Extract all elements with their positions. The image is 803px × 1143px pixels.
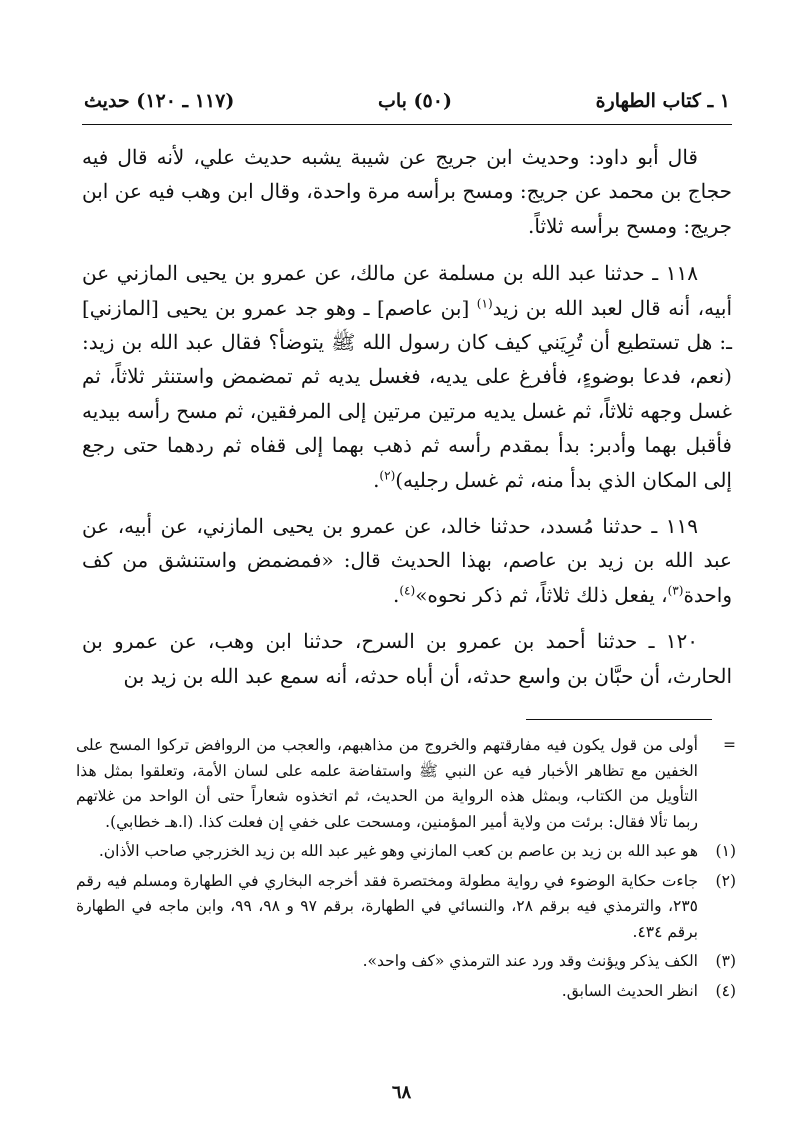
footnotes: [76, 733, 736, 1008]
hadith-119-text-a: ١١٩ ـ حدثنا مُسدد، حدثنا خالد، عن عمرو بن يحيى المازني، عن أبيه، عن عبد الله بن زيد بن عاصم، بهذا الحديث قال: «فمضمض واستنشق من كف واحدة: [82, 514, 732, 607]
page-number: ٦٨: [391, 1082, 412, 1103]
hadith-118-text-a: ١١٨ ـ حدثنا عبد الله بن مسلمة عن مالك، عن عمرو بن يحيى المازني عن أبيه، أنه قال لعبد الله بن زيد: [82, 261, 733, 320]
page-header: [84, 84, 730, 118]
footnote-text: هو عبد الله بن زيد بن عاصم بن كعب المازني وهو غير عبد الله بن زيد الخزرجي صاحب الأذان.: [98, 842, 698, 860]
header-chapter: ١ ـ كتاب الطهارة: [595, 90, 730, 112]
paragraph-abu-dawud-comment: قال أبو داود: وحديث ابن جريج عن شيبة يشبه حديث علي، لأنه قال فيه حجاج بن محمد عن جريج: ومسح برأسه مرة واحدة، وقال ابن وهب فيه عن ابن جريج: ومسح برأسه ثلاثاً.: [82, 145, 732, 238]
main-text: [82, 140, 732, 705]
header-section: (٥٠) باب: [377, 90, 452, 112]
paragraph-hadith-118: [82, 256, 732, 497]
hadith-118-text-b: [بن عاصم] ـ وهو جد عمرو بن يحيى [المازني] ـ: هل تستطيع أن تُرِيَني كيف كان رسول الله ﷺ يتوضأ؟ فقال عبد الله بن زيد: (نعم، فدعا بوضوءٍ، فأفرغ على يديه، فغسل يديه ثم تمضمض واستنثر ثلاثاً، ثم غسل وجهه ثلاثاً، ثم غسل يديه مرتين مرتين إلى المرفقين، ثم مسح رأسه بيديه فأقبل بهما وأدبر: بدأ بمقدم رأسه ثم ذهب بهما إلى قفاه ثم ردهما حتى رجع إلى المكان الذي بدأ منه، ثم غسل رجليه): [82, 295, 732, 492]
footnote-continuation: [76, 733, 736, 835]
footnote-text: جاءت حكاية الوضوء في رواية مطولة ومختصرة فقد أخرجه البخاري في الطهارة ومسلم فيه رقم ٢٣٥، والترمذي فيه برقم ٢٨، والنسائي في الطهارة، برقم ٩٧ و ٩٨، ٩٩، وابن ماجه في الطهارة برقم ٤٣٤.: [76, 871, 698, 941]
footnote-ref-1[interactable]: (١): [476, 295, 493, 310]
footnote-marker: (٤): [715, 981, 736, 1000]
footnote-text: أولى من قول يكون فيه مفارقتهم والخروج من مذاهبهم، والعجب من الروافض تركوا المسح على الخفين مع تظاهر الأخبار فيه عن النبي ﷺ واستفاضة علمه على لسان الأمة، وتعلقوا بمثل هذا التأويل من الكتاب، وبمثل هذه الرواية من الحديث، ثم اتخذوه شعاراً حتى أن الواحد من غلاتهم ربما تألا فقال: برئت من ولاية أمير المؤمنين، ومسحت على خفي إن فعلت كذا. (ا.هـ خطابي).: [76, 736, 698, 831]
footnote-text: انظر الحديث السابق.: [561, 981, 698, 1000]
footnote-ref-3[interactable]: (٣): [667, 583, 684, 598]
header-hadith-range: (١١٧ ـ ١٢٠) حديث: [84, 90, 235, 112]
footnote-ref-2[interactable]: (٢): [379, 468, 396, 482]
footnote-text: الكف يذكر ويؤنث وقد ورد عند الترمذي «كف واحد».: [362, 952, 698, 970]
footnote-4: [76, 979, 736, 1005]
footnote-divider: [526, 719, 712, 720]
footnote-marker: (٢): [715, 871, 736, 890]
paragraph-hadith-120: ١٢٠ ـ حدثنا أحمد بن عمرو بن السرح، حدثنا ابن وهب، عن عمرو بن الحارث، أن حبَّان بن واسع حدثه، أن أباه حدثه، أنه سمع عبد الله بن زيد بن: [82, 629, 732, 688]
footnote-1: [76, 839, 736, 865]
footnote-2: [76, 869, 736, 946]
footnote-3: [76, 949, 736, 975]
footnote-marker: (٣): [715, 952, 736, 970]
footnote-marker: =: [723, 736, 736, 754]
paragraph-hadith-119: [82, 509, 732, 612]
footnote-marker: (١): [715, 842, 736, 860]
footnote-ref-4[interactable]: (٤): [399, 583, 416, 598]
header-divider: [82, 124, 732, 125]
hadith-119-text-c: .: [393, 582, 400, 607]
hadith-118-text-c: .: [373, 467, 380, 492]
hadith-119-text-b: ، يفعل ذلك ثلاثاً، ثم ذكر نحوه»: [415, 582, 668, 607]
